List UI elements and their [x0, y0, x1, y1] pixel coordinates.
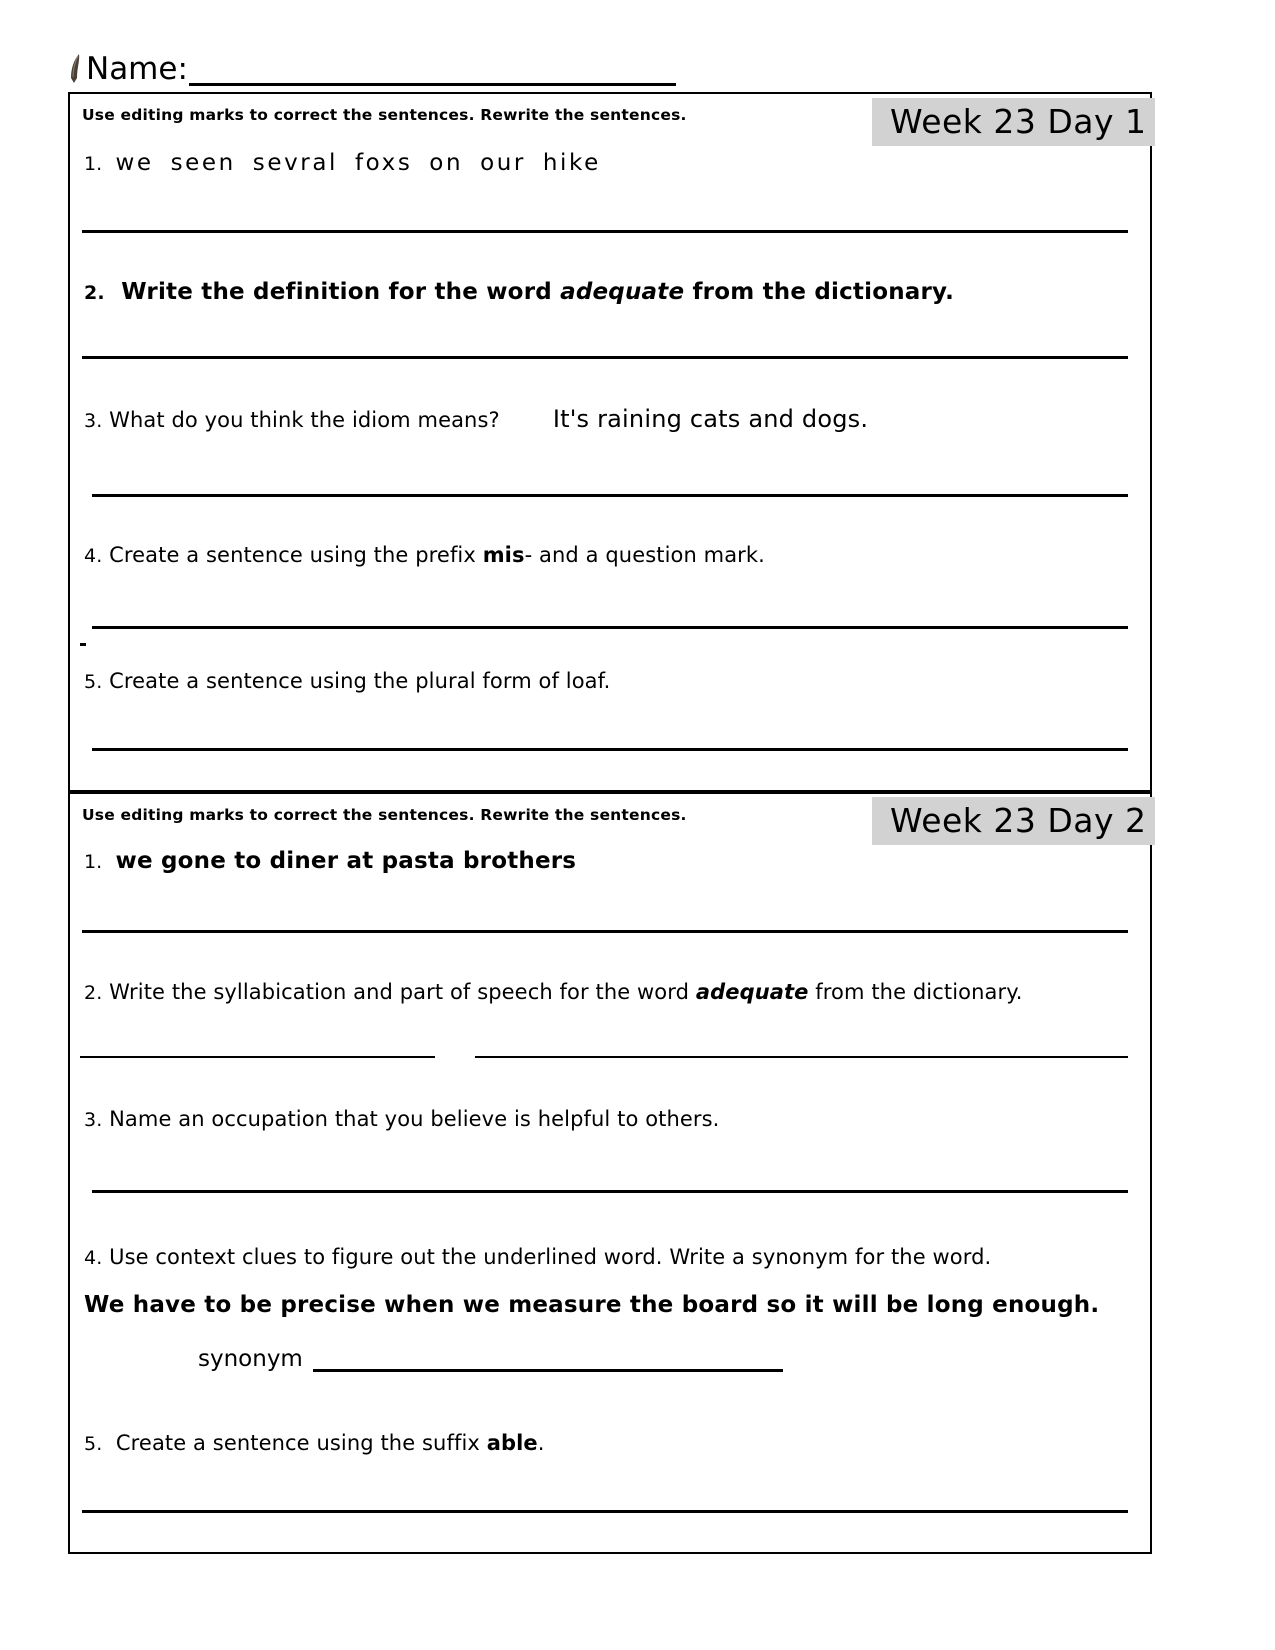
question-3 [70, 406, 1150, 434]
answer-line-3[interactable] [92, 494, 1128, 497]
question-1 [70, 848, 1150, 875]
question-number: 2. [84, 982, 103, 1004]
week-badge-day-2: Week 23 Day 2 [872, 797, 1155, 845]
quill-icon [68, 52, 84, 86]
question-text: Write the definition for the word [121, 279, 561, 305]
question-number: 1. [84, 153, 103, 175]
name-row [68, 34, 768, 86]
question-2 [70, 979, 1150, 1006]
answer-line-1[interactable] [82, 230, 1128, 233]
question-text-tail: from the dictionary. [684, 279, 955, 305]
question-text-tail: - and a question mark. [524, 543, 765, 567]
name-label: Name: [86, 51, 188, 87]
question-text: we seen sevral foxs on our hike [115, 150, 601, 176]
question-text: we gone to diner at pasta brothers [115, 848, 577, 874]
idiom-text: It's raining cats and dogs. [552, 405, 869, 433]
answer-line-4[interactable] [92, 626, 1128, 629]
emphasized-word: mis [482, 543, 525, 567]
section-day-2 [68, 792, 1152, 1554]
synonym-label: synonym [198, 1346, 303, 1372]
week-badge-day-1: Week 23 Day 1 [872, 98, 1155, 146]
question-number: 3. [84, 410, 103, 432]
question-5 [70, 668, 1150, 695]
question-text-tail: . [537, 1431, 545, 1455]
question-text: Name an occupation that you believe is helpful to others. [109, 1107, 720, 1131]
question-number: 1. [84, 851, 103, 873]
question-4 [70, 542, 1150, 569]
context-sentence-pre: We have to be [84, 1292, 281, 1318]
question-text: Use context clues to figure out the underlined word. Write a synonym for the word. [109, 1245, 992, 1269]
name-input[interactable] [189, 55, 676, 86]
synonym-row [198, 1346, 783, 1372]
question-1 [70, 150, 1150, 177]
emphasized-word: adequate [560, 279, 685, 305]
question-2 [70, 279, 1150, 306]
question-text: What do you think the idiom means? [109, 408, 500, 432]
emphasized-word: able [486, 1431, 538, 1455]
question-number: 3. [84, 1109, 103, 1131]
question-number: 2. [84, 282, 105, 304]
context-sentence [70, 1292, 1150, 1318]
answer-line-2a[interactable] [80, 1056, 435, 1058]
answer-line-1[interactable] [82, 930, 1128, 933]
answer-line-5[interactable] [92, 748, 1128, 751]
question-4 [70, 1244, 1150, 1271]
answer-line-5[interactable] [82, 1510, 1128, 1513]
question-text: Create a sentence using the prefix [109, 543, 483, 567]
question-number: 5. [84, 671, 103, 693]
synonym-input[interactable] [313, 1349, 783, 1372]
emphasized-word: adequate [695, 980, 809, 1004]
question-text: Write the syllabication and part of speech for the word [109, 980, 696, 1004]
answer-line-2b[interactable] [475, 1056, 1128, 1058]
question-number: 4. [84, 1247, 103, 1269]
answer-line-2[interactable] [82, 356, 1128, 359]
question-text: Create a sentence using the plural form of loaf. [109, 669, 611, 693]
question-5 [70, 1430, 1150, 1457]
emphasized-word: precise [280, 1292, 376, 1318]
stray-mark [80, 643, 86, 646]
question-number: 5. [84, 1433, 103, 1455]
question-3 [70, 1106, 1150, 1133]
question-text: Create a sentence using the suffix [115, 1431, 487, 1455]
question-text-tail: from the dictionary. [808, 980, 1023, 1004]
instruction-day-1: Use editing marks to correct the sentences. Rewrite the sentences. [82, 106, 687, 124]
answer-line-3[interactable] [92, 1190, 1128, 1193]
context-sentence-post: when we measure the board so it will be long enough. [375, 1292, 1100, 1318]
section-day-1 [68, 92, 1152, 792]
question-number: 4. [84, 545, 103, 567]
instruction-day-2: Use editing marks to correct the sentences. Rewrite the sentences. [82, 806, 687, 824]
